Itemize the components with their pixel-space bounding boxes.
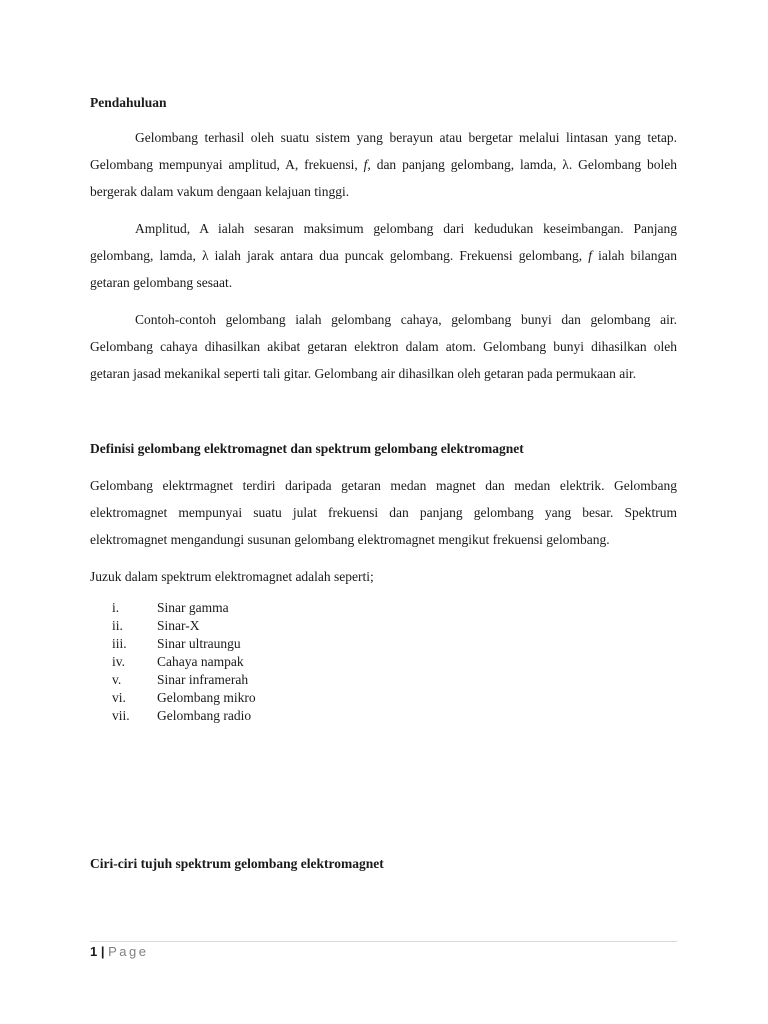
page-footer: [90, 944, 149, 960]
intro-p2-frequency-symbol: f: [588, 248, 593, 263]
intro-p2-text-a: Amplitud, A ialah sesaran maksimum gelombang dari kedudukan keseimbangan. Panjang gelombang, lamda, λ ialah jarak antara dua puncak gelombang. Frekuensi gelombang,: [90, 221, 677, 263]
list-item-label: Sinar ultraungu: [157, 636, 241, 651]
list-item: [90, 707, 677, 725]
spectrum-list: [90, 599, 677, 725]
list-item-number: vii.: [112, 708, 130, 723]
list-item-number: iv.: [112, 654, 125, 669]
list-item: [90, 689, 677, 707]
list-item: [90, 653, 677, 671]
list-item-label: Cahaya nampak: [157, 654, 244, 669]
page-label: Page: [108, 944, 149, 959]
list-item-label: Sinar-X: [157, 618, 200, 633]
intro-p1-frequency-symbol: f,: [363, 157, 371, 172]
intro-heading: Pendahuluan: [90, 95, 167, 110]
list-item-label: Sinar inframerah: [157, 672, 249, 687]
intro-p1-text-b: dan panjang gelombang, lamda, λ. Gelombang boleh bergerak dalam vakum dengaan kelajuan tinggi.: [90, 157, 677, 199]
list-item-number: iii.: [112, 636, 127, 651]
definition-paragraph-2: Juzuk dalam spektrum elektromagnet adalah seperti;: [90, 569, 374, 584]
definition-heading: Definisi gelombang elektromagnet dan spektrum gelombang elektromagnet: [90, 441, 524, 456]
list-item-number: i.: [112, 600, 120, 615]
list-item-label: Gelombang radio: [157, 708, 252, 723]
list-item: [90, 599, 677, 617]
list-item: [90, 617, 677, 635]
traits-heading: Ciri-ciri tujuh spektrum gelombang elektromagnet: [90, 856, 384, 871]
definition-paragraph-1: Gelombang elektrmagnet terdiri daripada getaran medan magnet dan medan elektrik. Gelombang elektromagnet mempunyai suatu julat frekuensi dan panjang gelombang yang besar. Spektrum elektromagnet mengandungi susunan gelombang elektromagnet mengikut frekuensi gelombang.: [90, 478, 677, 547]
intro-paragraph-3: Contoh-contoh gelombang ialah gelombang cahaya, gelombang bunyi dan gelombang air. Gelombang cahaya dihasilkan akibat getaran elektron dalam atom. Gelombang bunyi dihasilkan oleh getaran jasad mekanikal seperti tali gitar. Gelombang air dihasilkan oleh getaran pada permukaan air.: [90, 312, 677, 381]
list-item-label: Sinar gamma: [157, 600, 229, 615]
intro-paragraph-2: [90, 215, 677, 296]
list-item: [90, 635, 677, 653]
document-page: [90, 94, 677, 873]
list-item-number: ii.: [112, 618, 123, 633]
footer-divider: [90, 941, 677, 942]
footer-separator: |: [100, 944, 105, 959]
page-number: 1: [90, 944, 98, 959]
list-item-label: Gelombang mikro: [157, 690, 256, 705]
list-item-number: vi.: [112, 690, 126, 705]
list-item: [90, 671, 677, 689]
intro-p1-text-a: Gelombang terhasil oleh suatu sistem yang berayun atau bergetar melalui lintasan yang tetap. Gelombang mempunyai amplitud, A, frekuensi,: [90, 130, 677, 172]
intro-p2-text-b: ialah bilangan getaran gelombang sesaat.: [90, 248, 677, 290]
list-item-number: v.: [112, 672, 122, 687]
intro-paragraph-1: [90, 124, 677, 205]
